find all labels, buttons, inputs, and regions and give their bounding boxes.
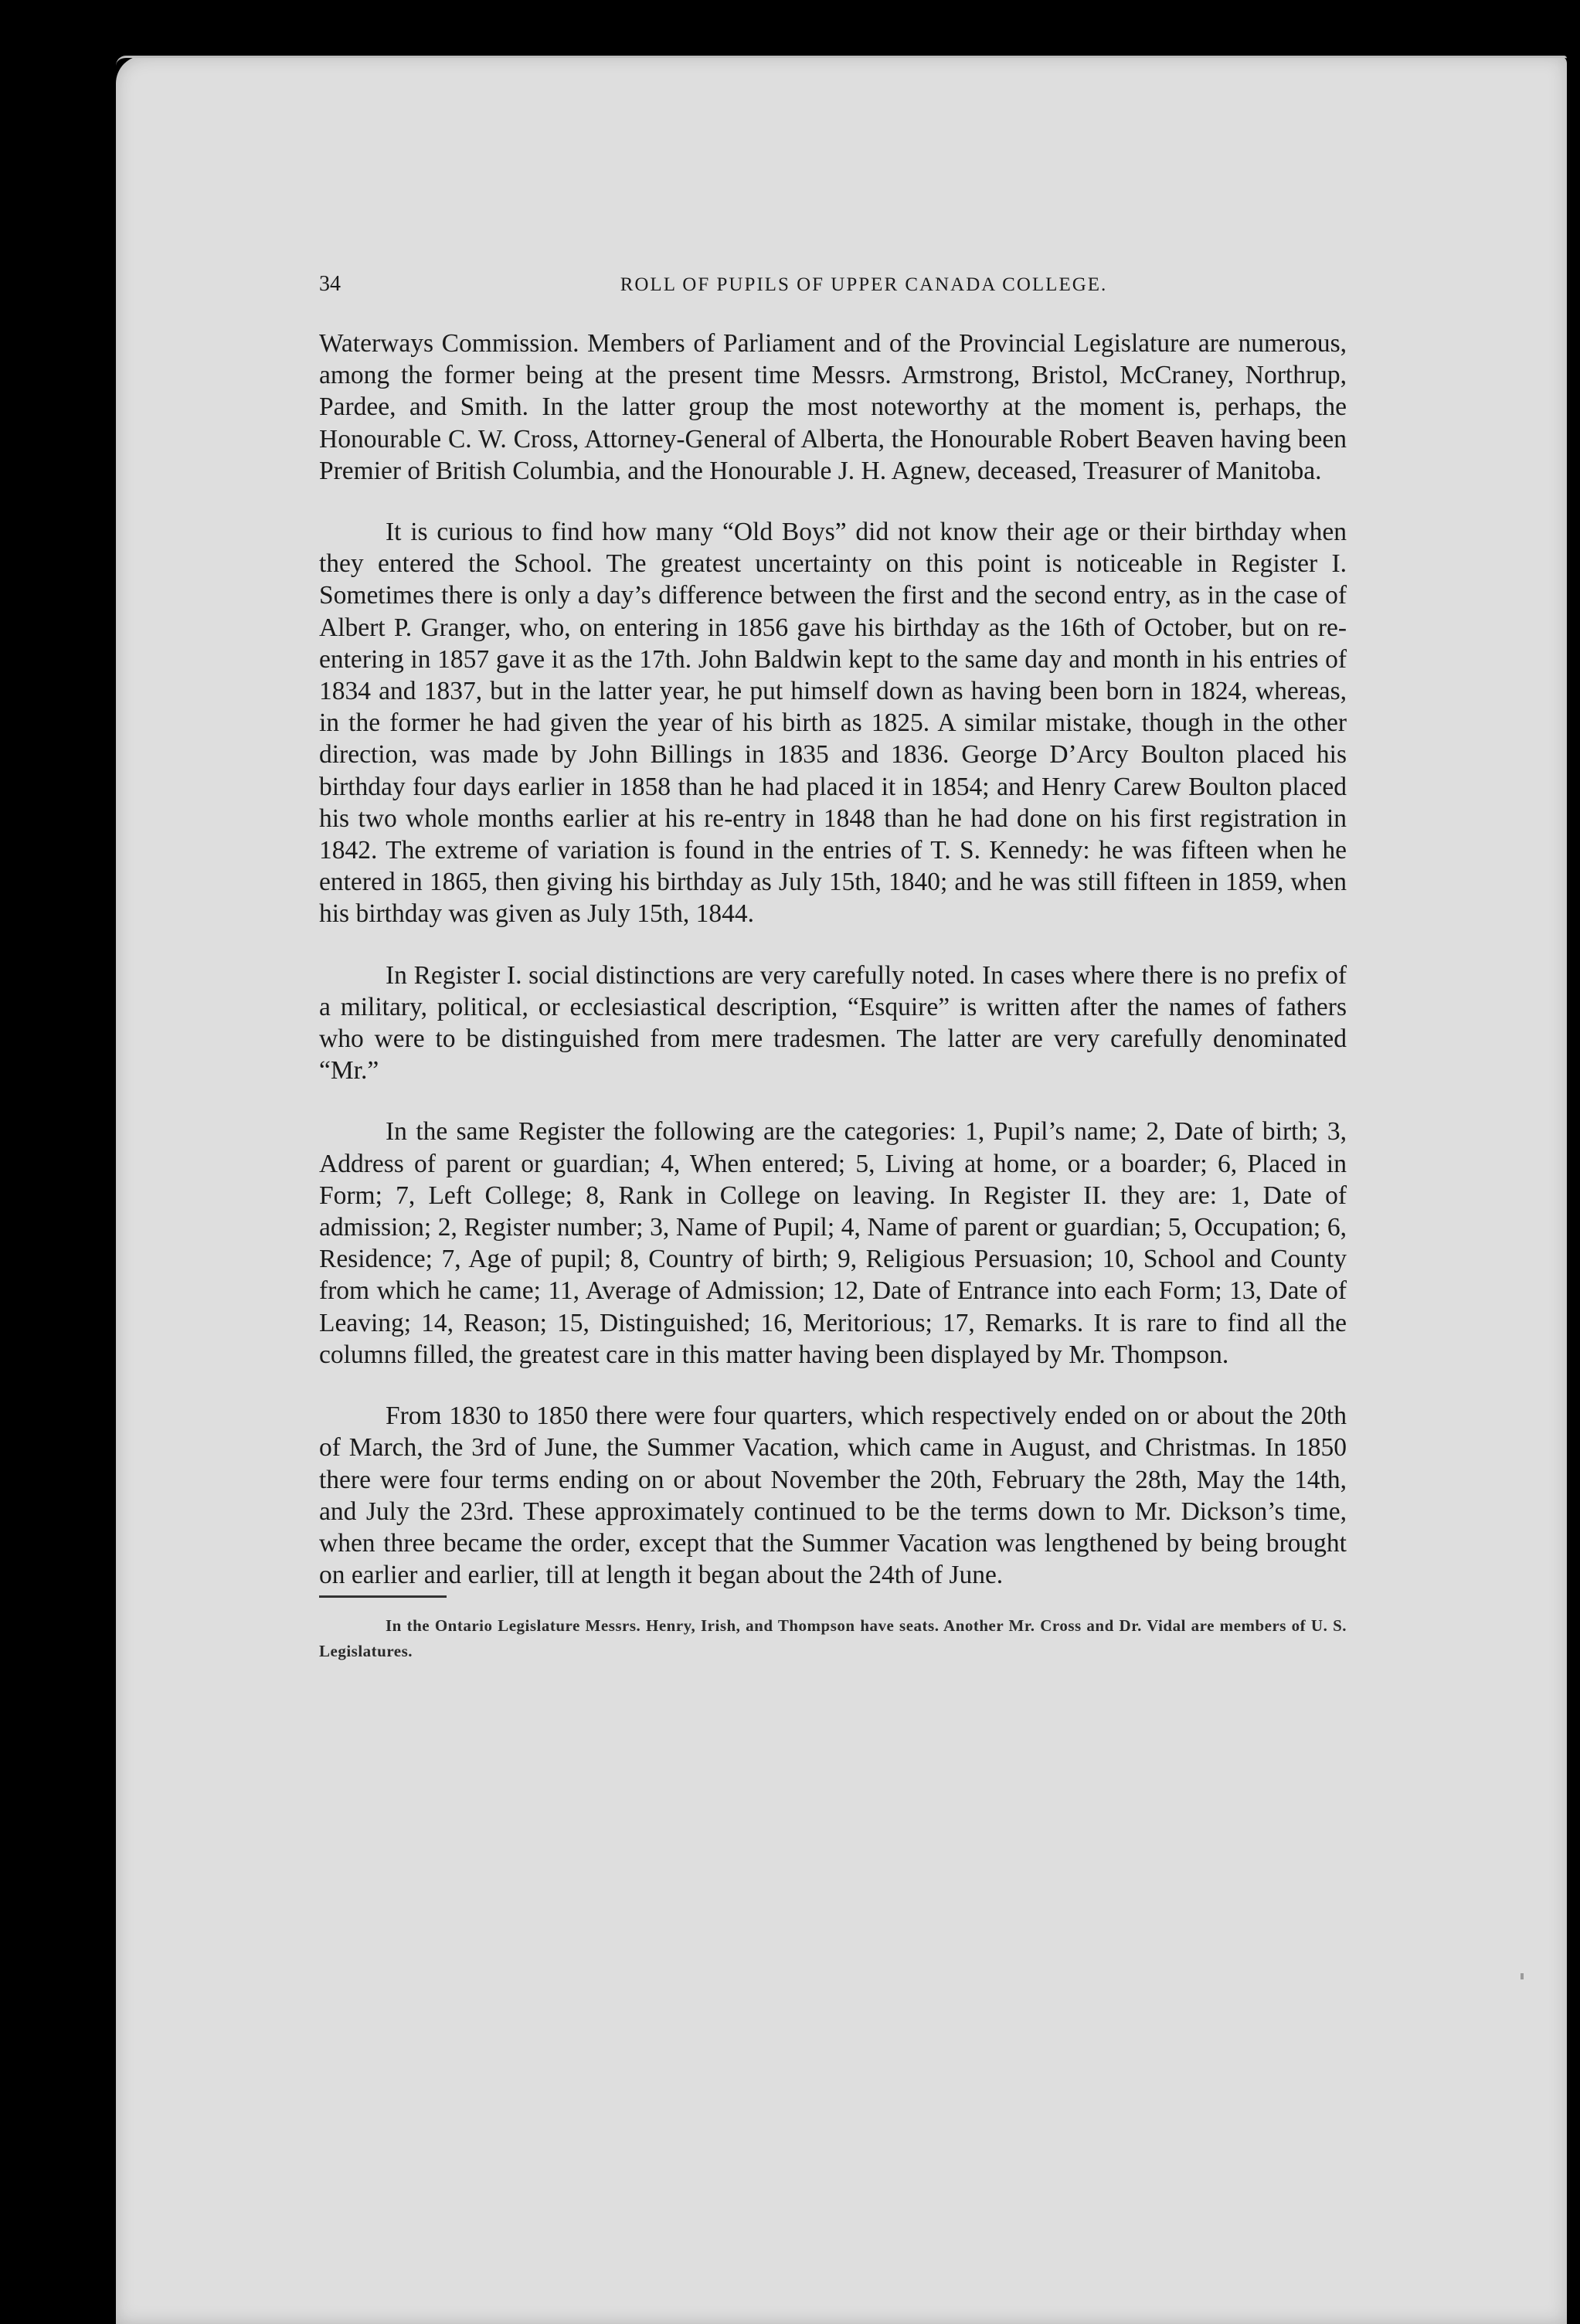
paragraph-continuation: Waterways Commission. Members of Parliament and of the Provincial Legislature are numerous, among the former being at the present time Messrs. Armstrong, Bristol, McCraney, Northrup, Pardee, and Smith. In the latter group the most noteworthy at the moment is, perhaps, the Honourable C. W. Cross, Attorney-General of Alberta, the Honourable Robert Beaven having been Premier of British Columbia, and the Honourable J. H. Agnew, deceased, Treasurer of Manitoba. bbox=[319, 329, 1347, 485]
paragraph-social-distinctions: In Register I. social distinctions are very carefully noted. In cases where there is no prefix of a military, political, or ecclesiastical description, “Esquire” is written after the names of fathers who were to be distinguished from mere tradesmen. The latter are very carefully denominated “Mr.” bbox=[319, 960, 1347, 1086]
page-text-block bbox=[319, 272, 1347, 1664]
running-head bbox=[319, 272, 1347, 297]
paragraph-old-boys-birthdays: It is curious to find how many “Old Boys” did not know their age or their birthday when they entered the School. The greatest uncertainty on this point is noticeable in Register I. Sometimes there is only a day’s difference between the first and the second entry, as in the case of Albert P. Granger, who, on entering in 1856 gave his birthday as the 16th of October, but on re-entering in 1857 gave it as the 17th. John Baldwin kept to the same day and month in his entries of 1834 and 1837, but in the latter year, he put himself down as having been born in 1824, whereas, in the former he had given the year of his birth as 1825. A similar mistake, though in the other direction, was made by John Billings in 1835 and 1836. George D’Arcy Boulton placed his birthday four days earlier in 1858 than he had placed it in 1854; and Henry Carew Boulton placed his two whole months earlier at his re-entry in 1848 than he had done on his first registration in 1842. The extreme of variation is found in the entries of T. S. Kennedy: he was fifteen when he entered in 1865, then giving his birthday as July 15th, 1840; and he was still fifteen in 1859, when his birthday was given as July 15th, 1844. bbox=[319, 518, 1347, 929]
running-title: ROLL OF PUPILS OF UPPER CANADA COLLEGE. bbox=[620, 274, 1108, 295]
footnote-rule bbox=[319, 1595, 447, 1598]
page-edge bbox=[116, 56, 1567, 66]
paragraph-register-categories: In the same Register the following are the categories: 1, Pupil’s name; 2, Date of birth; 3, Address of parent or guardian; 4, When entered; 5, Living at home, or a boarder; 6, Placed in Form; 7, Left College; 8, Rank in College on leaving. In Register II. they are: 1, Date of admission; 2, Register number; 3, Name of Pupil; 4, Name of parent or guardian; 5, Occupation; 6, Residence; 7, Age of pupil; 8, Country of birth; 9, Religious Persuasion; 10, School and County from which he came; 11, Average of Admission; 12, Date of Entrance into each Form; 13, Date of Leaving; 14, Reason; 15, Distinguished; 16, Meritorious; 17, Remarks. It is rare to find all the columns filled, the greatest care in this matter having been displayed by Mr. Thompson. bbox=[319, 1117, 1347, 1369]
page-number: 34 bbox=[319, 272, 341, 296]
paragraph-terms: From 1830 to 1850 there were four quarters, which respectively ended on or about the 20th of March, the 3rd of June, the Summer Vacation, which came in August, and Christmas. In 1850 there were four terms ending on or about November the 20th, February the 28th, May the 14th, and July the 23rd. These approximately continued to be the terms down to Mr. Dickson’s time, when three became the order, except that the Summer Vacation was lengthened by being brought on earlier and earlier, till at length it began about the 24th of June. bbox=[319, 1402, 1347, 1590]
page-margin-speck bbox=[1521, 1973, 1524, 1979]
footnote: In the Ontario Legislature Messrs. Henry, Irish, and Thompson have seats. Another Mr. Cross and Dr. Vidal are members of U. S. Legislatures. bbox=[319, 1616, 1347, 1661]
